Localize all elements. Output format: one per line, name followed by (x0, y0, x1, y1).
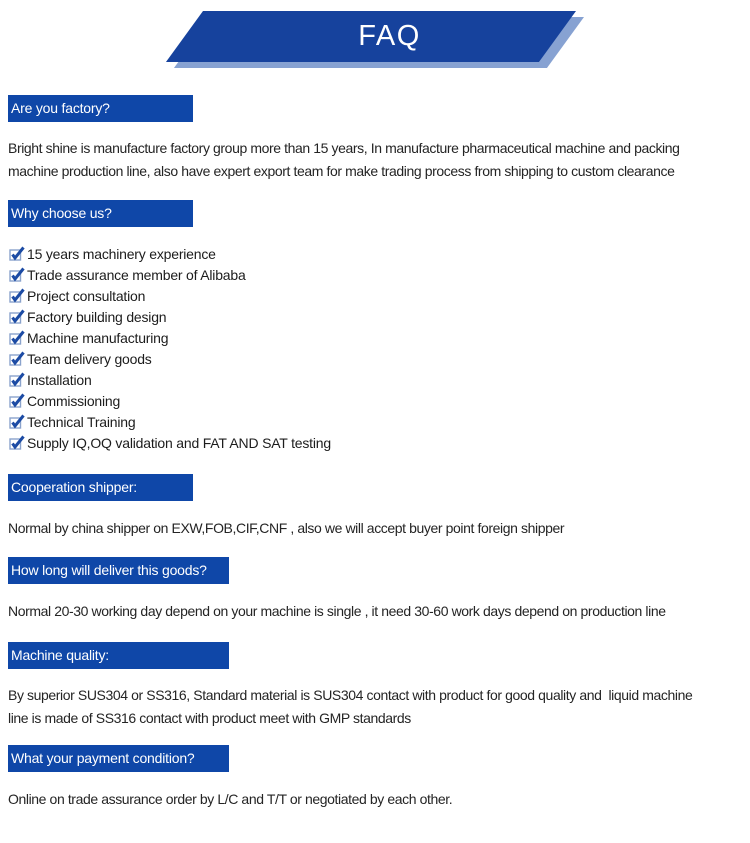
paragraph-line: Online on trade assurance order by L/C and T/T or negotiated by each other. (8, 791, 453, 807)
paragraph-delivery (8, 600, 744, 623)
paragraph-line: Normal 20-30 working day depend on your machine is single , it need 30-60 work days depend on production line (8, 603, 666, 619)
paragraph-line: Normal by china shipper on EXW,FOB,CIF,CNF , also we will accept buyer point foreign shipper (8, 520, 565, 536)
checklist-item-label: Installation (27, 371, 92, 388)
list-item (9, 369, 750, 390)
paragraph-line: Bright shine is manufacture factory group more than 15 years, In manufacture pharmaceutical machine and packing (8, 140, 680, 156)
checkbox-checked-icon (9, 351, 26, 367)
list-item (9, 327, 750, 348)
checklist-item-label: Commissioning (27, 392, 121, 409)
checklist-item-label: Factory building design (27, 308, 167, 325)
paragraph-line: line is made of SS316 contact with product meet with GMP standards (8, 710, 411, 726)
faq-banner (0, 0, 750, 68)
checkbox-checked-icon (9, 330, 26, 346)
checkbox-checked-icon (9, 267, 26, 283)
section-heading-payment-condition: What your payment condition? (8, 745, 229, 772)
page-title: FAQ (358, 20, 421, 52)
checklist-item-label: Machine manufacturing (27, 329, 169, 346)
paragraph-line: By superior SUS304 or SS316, Standard material is SUS304 contact with product for good quality and liquid machine (8, 687, 693, 703)
checklist-item-label: Supply IQ,OQ validation and FAT AND SAT testing (27, 434, 331, 451)
list-item (9, 411, 750, 432)
checkbox-checked-icon (9, 414, 26, 430)
section-heading-are-you-factory: Are you factory? (8, 95, 193, 122)
paragraph-payment (8, 788, 744, 811)
list-item (9, 243, 750, 264)
list-item (9, 432, 750, 453)
checklist-item-label: Trade assurance member of Alibaba (27, 266, 246, 283)
checklist-item-label: Technical Training (27, 413, 136, 430)
checkbox-checked-icon (9, 372, 26, 388)
paragraph-line: machine production line, also have expert export team for make trading process from shipping to custom clearance (8, 163, 675, 179)
paragraph-factory (8, 137, 744, 183)
list-item (9, 348, 750, 369)
paragraph-quality (8, 684, 744, 730)
list-item (9, 264, 750, 285)
checkbox-checked-icon (9, 393, 26, 409)
section-heading-delivery-time: How long will deliver this goods? (8, 557, 229, 584)
list-item (9, 390, 750, 411)
why-choose-us-checklist (9, 243, 750, 453)
checkbox-checked-icon (9, 309, 26, 325)
checkbox-checked-icon (9, 246, 26, 262)
checklist-item-label: Team delivery goods (27, 350, 152, 367)
section-heading-machine-quality: Machine quality: (8, 642, 229, 669)
list-item (9, 285, 750, 306)
paragraph-shipper (8, 517, 744, 540)
checklist-item-label: 15 years machinery experience (27, 245, 216, 262)
checklist-item-label: Project consultation (27, 287, 146, 304)
checkbox-checked-icon (9, 435, 26, 451)
section-heading-why-choose-us: Why choose us? (8, 200, 193, 227)
section-heading-cooperation-shipper: Cooperation shipper: (8, 474, 193, 501)
checkbox-checked-icon (9, 288, 26, 304)
list-item (9, 306, 750, 327)
